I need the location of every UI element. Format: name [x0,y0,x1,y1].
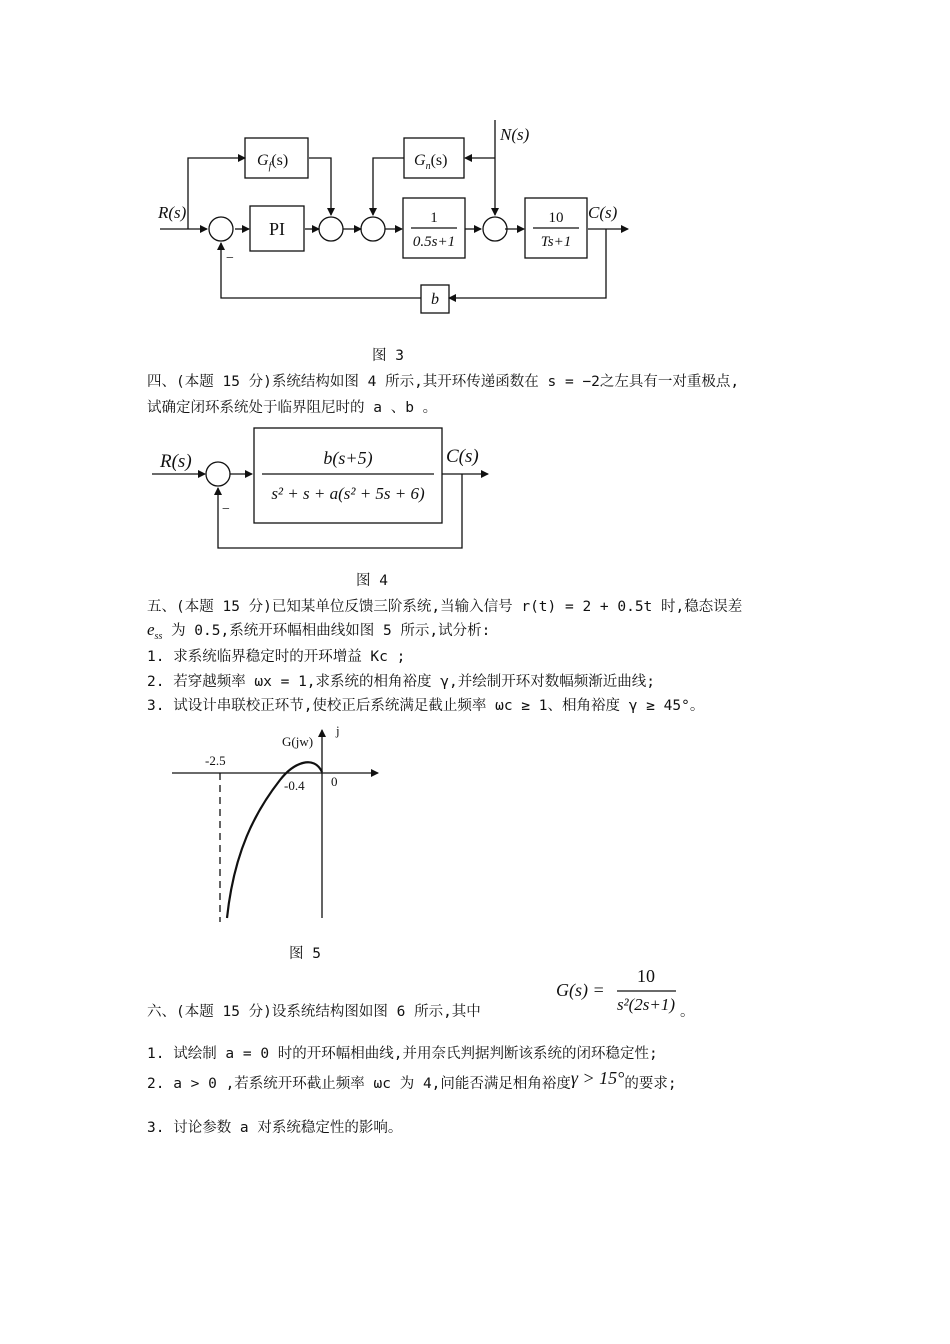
fig5-axis-j: j [336,723,340,738]
fig3-minus-sign: − [226,251,234,266]
fig3-noise-label: N(s) [500,125,530,144]
q6-g-den: s²(2s+1) [616,995,676,1014]
q5-item1: 1. 求系统临界稳定时的开环增益 Kc ; [147,649,406,665]
fig4-output-label: C(s) [446,446,479,467]
q6-item3: 3. 讨论参数 a 对系统稳定性的影响。 [147,1120,403,1136]
fig5-curve-label: G(jw) [282,734,314,749]
q5-line2: $e_{ss}$ 为 0.5,系统开环幅相曲线如图 5 所示,试分析: [147,620,491,642]
q6-line1: 六、(本题 15 分)设系统结构图如图 6 所示,其中 [147,1004,481,1020]
fig4-denominator: s² + s + a(s² + 5s + 6) [271,484,425,503]
q6-item1: 1. 试绘制 a = 0 时的开环幅相曲线,并用奈氏判据判断该系统的闭环稳定性; [147,1046,658,1062]
fig5-asymptote: -2.5 [205,753,226,768]
q6-g-num: 10 [637,966,655,986]
q5-item3: 3. 试设计串联校正环节,使校正后系统满足截止频率 ωc ≥ 1、相角裕度 γ ≥ 45°。 [147,698,705,714]
fig3-gn-label: $G_n(s)$ [414,152,448,172]
q6-item2: 2. a > 0 ,若系统开环截止频率 ωc 为 4,问能否满足相角裕度γ > 15°的要求; [147,1068,677,1092]
q6-g-lhs: G(s) = [556,980,605,1000]
fig5-crossing: -0.4 [284,778,305,793]
q5-item2: 2. 若穿越频率 ωx = 1,求系统的相角裕度 γ,并绘制开环对数幅频渐近曲线; [147,674,655,690]
fig4-minus-sign: − [222,502,230,517]
fig4-numerator: b(s+5) [323,448,373,468]
q6-period: 。 [680,1004,695,1020]
gamma-condition: γ > 15° [570,1068,625,1088]
fig5-origin: 0 [331,774,338,789]
fig3-caption: 图 3 [372,348,404,364]
fig3-block1-den: 0.5s+1 [412,234,456,250]
fig3-block1-num: 1 [430,210,438,226]
fig5-caption: 图 5 [289,946,321,962]
fig3-block2-den: Ts+1 [540,234,572,250]
ess-symbol: e [147,620,155,639]
fig4-input-label: R(s) [160,451,192,472]
fig3-gf-label: $G_f(s)$ [257,152,289,172]
fig3-output-label: C(s) [588,203,618,222]
q5-line1: 五、(本题 15 分)已知某单位反馈三阶系统,当输入信号 r(t) = 2 + 0.5t 时,稳态误差 [147,599,743,615]
fig4-caption: 图 4 [356,573,388,589]
fig3-feedback-label: b [431,291,439,308]
q4-line2: 试确定闭环系统处于临界阻尼时的 a 、b 。 [147,400,438,416]
fig3-input-label: R(s) [158,203,187,222]
fig3-block2-num: 10 [548,210,564,226]
fig3-pi-label: PI [268,219,286,239]
q4-line1: 四、(本题 15 分)系统结构如图 4 所示,其开环传递函数在 s = −2之左具有一对重极点, [147,374,740,390]
